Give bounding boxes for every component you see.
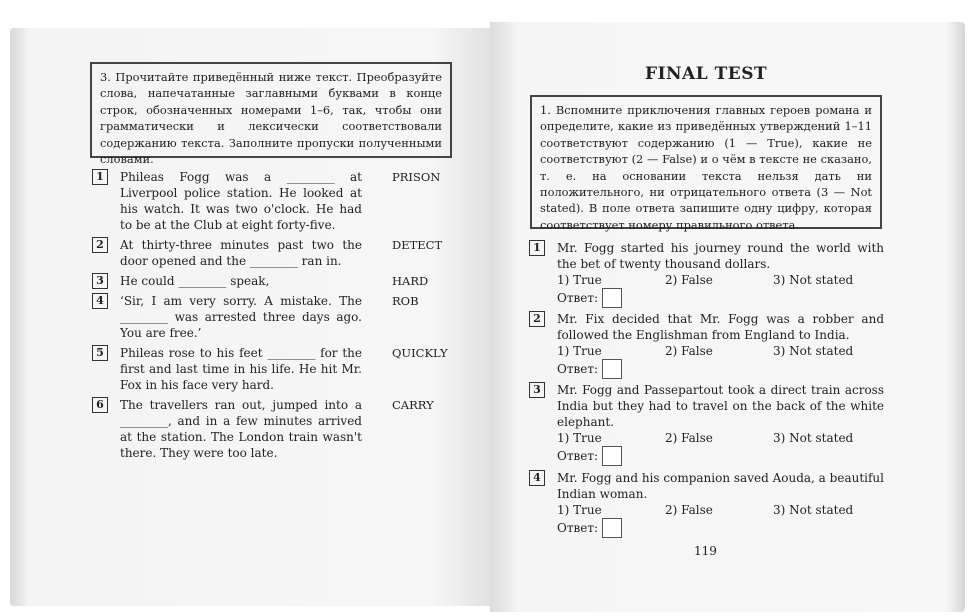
option-2: 2) False (665, 431, 713, 445)
keyword: CARRY (392, 398, 434, 412)
keyword: HARD (392, 274, 429, 288)
answer-box[interactable] (602, 359, 622, 379)
item-text: ‘Sir, I am very sorry. A mistake. The ________ was arrested three days ago. You are free.’ (120, 294, 362, 340)
true-false-item (529, 382, 884, 466)
gap-fill-item (92, 273, 452, 289)
gap-fill-item (92, 169, 452, 233)
item-number: 2 (92, 237, 108, 253)
gap-fill-item (92, 397, 452, 461)
item-text: The travellers ran out, jumped into a ________, and in a few minutes arrived at the station. The London train wasn't there. They were too late. (120, 398, 362, 460)
true-false-item (529, 311, 884, 379)
item-text: He could ________ speak, (120, 274, 270, 288)
item-text: At thirty-three minutes past two the door opened and the ________ ran in. (120, 238, 362, 268)
option-1: 1) True (557, 431, 602, 445)
answer-box[interactable] (602, 288, 622, 308)
item-number: 1 (529, 240, 545, 256)
option-3: 3) Not stated (773, 431, 854, 445)
item-text: Phileas rose to his feet ________ for the first and last time in his life. He hit Mr. Fox in his face very hard. (120, 346, 362, 392)
option-3: 3) Not stated (773, 503, 854, 517)
task-3-instructions: 3. Прочитайте приведённый ниже текст. Преобразуйте слова, напечатанные заглавными буквами в конце строк, обозначенных номерами 1–6, так, чтобы они грамматически и лексически соответствовали содержанию текста. Заполните пропуски полученными словами. (90, 62, 452, 158)
answer-box[interactable] (602, 446, 622, 466)
item-number: 6 (92, 397, 108, 413)
option-3: 3) Not stated (773, 273, 854, 287)
item-number: 3 (529, 382, 545, 398)
answer-box[interactable] (602, 518, 622, 538)
option-3: 3) Not stated (773, 344, 854, 358)
item-text: Phileas Fogg was a ________ at Liverpool police station. He looked at his watch. It was two o'clock. He had to be at the Club at eight forty-five. (120, 170, 362, 232)
page-number: 119 (694, 544, 717, 558)
option-1: 1) True (557, 273, 602, 287)
page-title: FINAL TEST (645, 64, 768, 84)
option-2: 2) False (665, 344, 713, 358)
option-1: 1) True (557, 503, 602, 517)
gap-fill-item (92, 237, 452, 269)
item-number: 2 (529, 311, 545, 327)
keyword: DETECT (392, 238, 443, 252)
task-1-instructions: 1. Вспомните приключения главных героев романа и определите, какие из приведённых утверждений 1–11 соответствуют содержанию (1 — True), какие не соответствуют (2 — False) и о чём в тексте не сказано, т. е. на основании текста нельзя дать ни положительного, ни отрицательного ответа (3 — Not stated). В поле ответа запишите одну цифру, которая соответствует номеру правильного ответа. (530, 95, 882, 229)
answer-label: Ответ: (557, 521, 599, 535)
true-false-item (529, 470, 884, 538)
keyword: ROB (392, 294, 419, 308)
answer-label: Ответ: (557, 362, 599, 376)
option-2: 2) False (665, 273, 713, 287)
answer-label: Ответ: (557, 449, 599, 463)
statement-text: Mr. Fogg started his journey round the world with the bet of twenty thousand dollars. (557, 241, 884, 271)
true-false-item (529, 240, 884, 308)
option-1: 1) True (557, 344, 602, 358)
item-number: 4 (92, 293, 108, 309)
answer-label: Ответ: (557, 291, 599, 305)
item-number: 3 (92, 273, 108, 289)
item-number: 4 (529, 470, 545, 486)
keyword: QUICKLY (392, 346, 448, 360)
statement-text: Mr. Fix decided that Mr. Fogg was a robber and followed the Englishman from England to India. (557, 312, 884, 342)
item-number: 5 (92, 345, 108, 361)
gap-fill-item (92, 293, 452, 341)
keyword: PRISON (392, 170, 441, 184)
option-2: 2) False (665, 503, 713, 517)
gap-fill-item (92, 345, 452, 393)
item-number: 1 (92, 169, 108, 185)
statement-text: Mr. Fogg and Passepartout took a direct train across India but they had to travel on the back of the white elephant. (557, 383, 884, 429)
statement-text: Mr. Fogg and his companion saved Aouda, a beautiful Indian woman. (557, 471, 884, 501)
